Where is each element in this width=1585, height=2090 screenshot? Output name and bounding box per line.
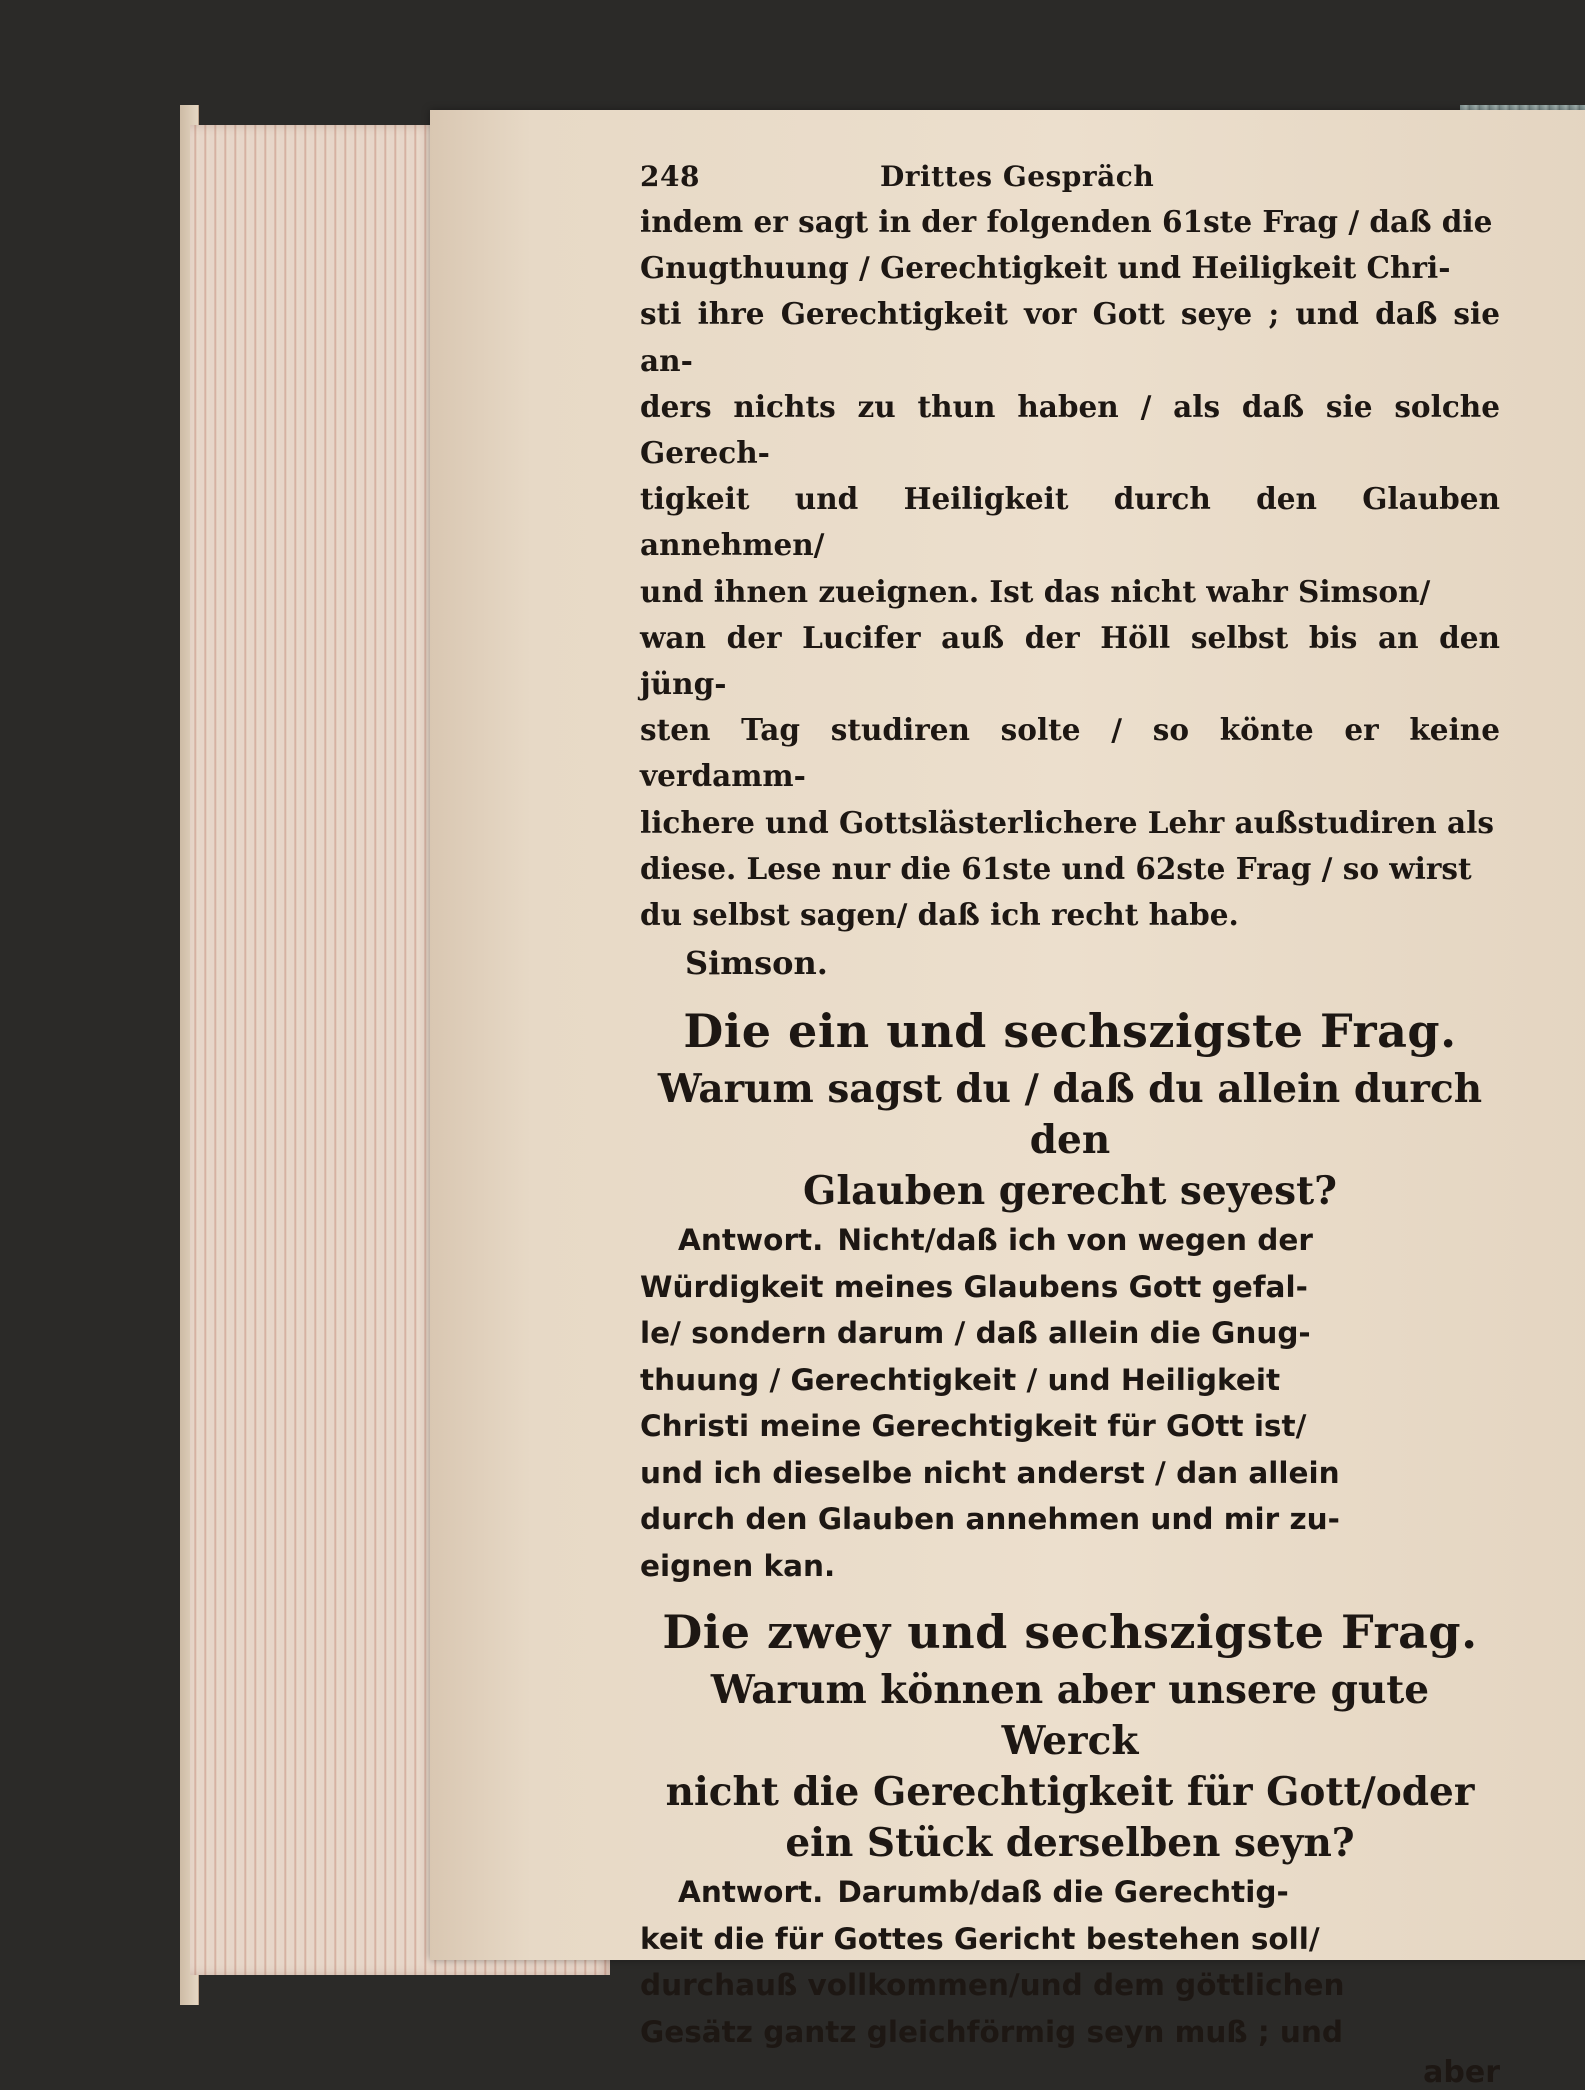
answer-line: Gesätz gantz gleichförmig seyn muß ; und	[640, 2014, 1344, 2049]
question-line: Glauben gerecht seyest?	[803, 1168, 1337, 1215]
section-heading: Die ein und sechszigste Frag.	[683, 1004, 1457, 1059]
answer-line: le/ sondern darum / daß allein die Gnug-	[640, 1316, 1311, 1351]
page-text	[640, 160, 1500, 2090]
answer-line: Christi meine Gerechtigkeit für GOtt ist/	[640, 1409, 1307, 1444]
question-line: ein Stück derselben seyn?	[785, 1820, 1355, 1867]
answer-line: thuung / Gerechtigkeit / und Heiligkeit	[640, 1362, 1281, 1397]
text-line: sten Tag studiren solte / so könte er keine verdamm-	[640, 712, 1500, 794]
text-line: wan der Lucifer auß der Höll selbst bis an den jüng-	[640, 619, 1500, 702]
text-line: indem er sagt in der folgenden 61ste Frag / daß die	[640, 204, 1493, 239]
text-line: sti ihre Gerechtigkeit vor Gott seye ; und daß sie an-	[640, 296, 1500, 378]
answer-line	[640, 1869, 1500, 1916]
answer-line: durchauß vollkommen/und dem göttlichen	[640, 1968, 1345, 2003]
answer-line: Würdigkeit meines Glaubens Gott gefal-	[640, 1269, 1308, 1304]
question-line: Warum sagst du / daß du allein durch den	[657, 1066, 1483, 1164]
text-line: lichere und Gottslästerlichere Lehr außstudiren als	[640, 804, 1494, 840]
question-line: Warum können aber unsere gute Werck	[710, 1667, 1430, 1765]
answer-line: durch den Glauben annehmen und mir zu-	[640, 1502, 1340, 1537]
answer-line: keit die für Gottes Gericht bestehen soll/	[640, 1921, 1320, 1956]
section-62	[640, 1603, 1500, 2055]
text-line: und ihnen zueignen. Ist das nicht wahr Simson/	[640, 573, 1431, 609]
text-line: ders nichts zu thun haben / als daß sie solche Gerech-	[640, 388, 1500, 471]
section-61	[640, 1002, 1500, 1589]
page-number: 248	[640, 160, 700, 193]
answer-line: eignen kan.	[640, 1548, 836, 1583]
answer-text: Nicht/daß ich von wegen der	[837, 1223, 1313, 1258]
running-head	[640, 160, 1500, 193]
answer-line: und ich dieselbe nicht anderst / dan allein	[640, 1455, 1340, 1490]
text-line: Gnugthuung / Gerechtigkeit und Heiligkeit Chri-	[640, 250, 1451, 286]
answer-label: Antwort.	[678, 1875, 824, 1910]
speaker-name: Simson.	[685, 944, 828, 983]
section-heading: Die zwey und sechszigste Frag.	[662, 1605, 1478, 1660]
running-title: Drittes Gespräch	[879, 160, 1155, 193]
answer-line	[640, 1217, 1500, 1264]
question-line: nicht die Gerechtigkeit für Gott/oder	[665, 1769, 1475, 1816]
catchword: aber	[1423, 2055, 1500, 2090]
text-line: diese. Lese nur die 61ste und 62ste Frag / so wirst	[640, 850, 1472, 886]
answer-text: Darumb/daß die Gerechtig-	[837, 1875, 1289, 1910]
intro-paragraph	[640, 199, 1500, 938]
text-line: du selbst sagen/ daß ich recht habe.	[640, 897, 1239, 933]
text-line: tigkeit und Heiligkeit durch den Glauben annehmen/	[640, 481, 1500, 563]
answer-label: Antwort.	[678, 1223, 824, 1258]
